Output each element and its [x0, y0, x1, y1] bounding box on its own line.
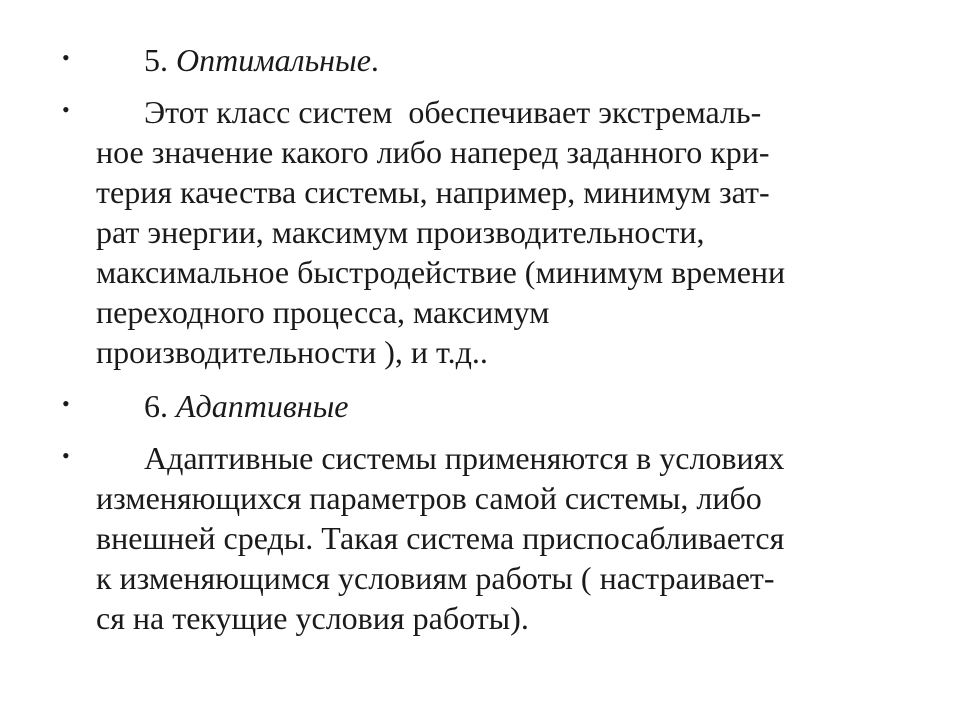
bullet-marker: • — [62, 97, 70, 122]
list-item-adaptive-heading — [62, 386, 922, 426]
heading-number: 5. — [144, 42, 176, 78]
paragraph-line: рат энергии, максимум производительности, — [96, 214, 705, 250]
list-item-optimal-heading — [62, 40, 922, 80]
list-item-adaptive-description — [62, 438, 922, 638]
heading-line — [96, 40, 922, 80]
heading-line — [96, 386, 922, 426]
paragraph-line: внешней среды. Такая система приспосабливается — [96, 520, 785, 556]
bullet-marker: • — [62, 391, 70, 416]
paragraph-line: к изменяющимся условиям работы ( настраивает- — [96, 560, 775, 596]
paragraph-line: изменяющихся параметров самой системы, либо — [96, 480, 762, 516]
heading-title: Оптимальные — [176, 42, 371, 78]
bullet-marker: • — [62, 45, 70, 70]
paragraph-line: переходного процесса, максимум — [96, 294, 550, 330]
paragraph-line: Адаптивные системы применяются в условиях — [144, 440, 785, 476]
list-item-optimal-description — [62, 92, 922, 372]
heading-title: Адаптивные — [176, 388, 349, 424]
paragraph-line: ное значение какого либо наперед заданного кри- — [96, 134, 770, 170]
paragraph-line: Этот класс систем обеспечивает экстремаль- — [144, 94, 762, 130]
bullet-marker: • — [62, 443, 70, 468]
paragraph-line: ся на текущие условия работы). — [96, 600, 529, 636]
heading-number: 6. — [144, 388, 176, 424]
paragraph-line: максимальное быстродействие (минимум времени — [96, 254, 786, 290]
bullet-list — [62, 40, 922, 646]
paragraph-line: терия качества системы, например, минимум зат- — [96, 174, 770, 210]
heading-title-end: . — [370, 42, 379, 78]
paragraph-line: производительности ), и т.д.. — [96, 334, 488, 370]
